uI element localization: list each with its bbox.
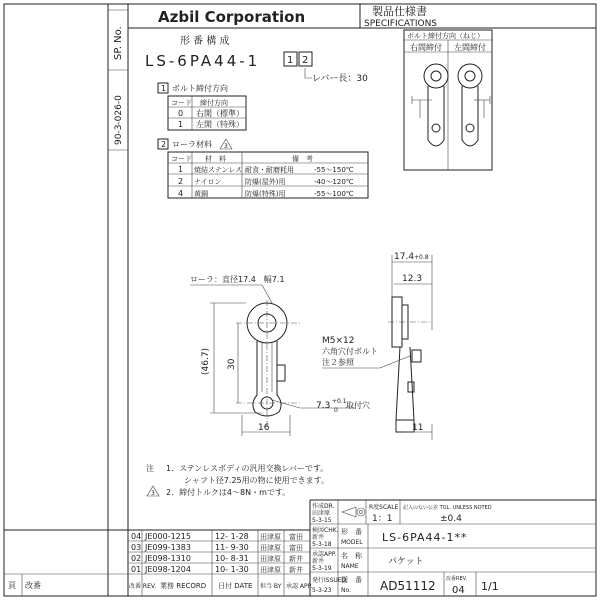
dim-hole: 7.3 — [316, 401, 331, 411]
lever-right-view — [412, 64, 448, 146]
rev-row3-app: 新井 — [289, 566, 303, 574]
rev-row0-record: JE000-1215 — [145, 532, 191, 541]
bolt-ref: 注２参照 — [322, 358, 354, 367]
note-1b: シャフト径7.25用の物に使用できます。 — [184, 476, 330, 485]
table1-header-code: コード — [171, 99, 192, 107]
dim-12-3: 12.3 — [402, 274, 423, 284]
rev-row0-rev: 04 — [131, 532, 142, 541]
table2-box: 2 — [161, 140, 167, 149]
rev-row1-date: 11- 9-30 — [215, 543, 249, 552]
app-label: 承認APP. — [312, 551, 337, 558]
rev-row3-record: JE098-1204 — [145, 565, 191, 574]
bolt-right-label: 右間締付 — [410, 43, 442, 52]
dr-sub: 田津原 — [312, 510, 331, 517]
table1-title: ボルト締付方向 — [172, 84, 228, 93]
table2-row0-material: 焼結ステンレス — [194, 166, 243, 174]
rev-row2-date: 10- 8-31 — [215, 554, 249, 563]
bolt-direction-title: ボルト締付方向（ねじ） — [407, 32, 484, 40]
side-stamp — [108, 10, 128, 150]
rev-row0-date: 12- 1-28 — [215, 532, 249, 541]
dim-17-4: 17.4 — [394, 252, 415, 262]
chk-label: 検図CHK. — [312, 527, 339, 534]
dim-16: 16 — [258, 423, 270, 433]
note-1a: 1．ステンレスボディの汎用交換レバーです。 — [166, 464, 329, 473]
revision-table — [4, 500, 312, 596]
table2-row2-temp: -55～100℃ — [314, 190, 354, 198]
bolt-direction-panel — [404, 30, 492, 170]
hole-tol-plus: +0.1 — [332, 398, 347, 405]
rev-field-value: 04 — [452, 585, 465, 596]
page-label: 頁 — [8, 581, 16, 590]
table2-row2-code: 4 — [178, 189, 184, 198]
name-field-en: NAME — [341, 563, 359, 570]
chk-sub: 新井 — [312, 534, 325, 541]
rev-row1-rev: 03 — [131, 543, 142, 552]
rev-row1-by: 田津原 — [260, 544, 281, 552]
dim-30: 30 — [227, 358, 237, 370]
rev-header-date: 日付 DATE — [218, 582, 253, 590]
dim-46-7: (46.7) — [201, 347, 211, 375]
bolt-spec: M5×12 — [322, 336, 355, 346]
table2-row1-material: ナイロン — [194, 178, 222, 186]
table2-warn: 3 — [224, 143, 228, 150]
issued-label: 発行ISSUED — [312, 577, 347, 584]
tol-value: ±0.4 — [440, 514, 462, 524]
table2-header-remark: 備 考 — [292, 155, 313, 163]
table2-row1-use: 防爆(屋外)用 — [245, 178, 286, 186]
notes — [146, 463, 329, 497]
dim-17-4-tol: +0.8 — [414, 254, 429, 261]
app-sub: 新井 — [312, 558, 325, 565]
title-en: SPECIFICATIONS — [364, 19, 438, 29]
note-warn-num: 3 — [151, 490, 155, 497]
side-view-drawing — [322, 252, 432, 440]
rev-row0-app: 富田 — [289, 533, 303, 541]
bolt-desc: 六角穴付ボルト — [322, 347, 378, 356]
model-prefix: LS-6PA44-1 — [145, 52, 261, 70]
notes-lead: 注 — [146, 464, 154, 473]
model-box-2: 2 — [302, 55, 309, 66]
rev-row2-record: JE098-1310 — [145, 554, 191, 563]
table1-row1-code: 1 — [178, 120, 184, 129]
bolt-left-label: 左間締付 — [454, 43, 486, 52]
scale-value: 1：1 — [372, 514, 393, 524]
rev-row1-app: 富田 — [289, 544, 303, 552]
table1-row0-code: 0 — [178, 109, 184, 118]
rev-header-by: 担当 BY — [260, 583, 282, 590]
hole-text: 取付穴 — [346, 401, 370, 410]
lever-left-view — [458, 64, 490, 146]
rev-header-rev: 改番 REV. — [129, 583, 157, 590]
title-jp: 製品仕様書 — [372, 5, 427, 18]
roller-label: ローラ：直径17.4 幅7.1 — [190, 275, 285, 284]
header — [128, 4, 596, 29]
rev-row2-app: 新井 — [289, 555, 303, 563]
doc-code: 90-3-026-0 — [114, 95, 124, 145]
table2-header-material: 材 料 — [205, 155, 226, 163]
table2-row1-code: 2 — [178, 177, 184, 186]
dwg-field-label: 図 番 — [341, 576, 362, 584]
drawing-number: AD51112 — [380, 579, 436, 593]
rev-field-label: 改番REV. — [446, 576, 467, 582]
table1-box: 1 — [161, 84, 167, 93]
rev-col-label: 改番 — [25, 581, 41, 590]
rev-row3-rev: 01 — [131, 565, 142, 574]
table2-row2-use: 防爆(特殊)用 — [245, 190, 286, 198]
table1-row0-dir: 右開（標準） — [196, 109, 244, 118]
table1-row1-dir: 左開（特殊） — [196, 120, 244, 129]
model-caption: 形 番 構 成 — [180, 36, 230, 47]
sheet-number: 1/1 — [481, 580, 499, 593]
table2-header-code: コード — [171, 155, 192, 163]
rev-row1-record: JE099-1383 — [145, 543, 191, 552]
name-field-label: 名 称 — [341, 552, 362, 560]
table2-row2-material: 黄銅 — [194, 190, 208, 198]
table2-row1-temp: -40～120℃ — [314, 178, 354, 186]
name-field-value: パケット — [388, 557, 424, 567]
note-2: 2．締付トルクは4～8N・mです。 — [166, 488, 291, 497]
company-name: Azbil Corporation — [158, 8, 306, 26]
outer-frame — [4, 4, 596, 596]
table2-row0-temp: -55～150℃ — [314, 166, 354, 174]
model-box-1: 1 — [287, 55, 294, 66]
sp-no-label: SP. No. — [113, 26, 124, 60]
dim-11: 11 — [412, 423, 424, 433]
title-block — [310, 500, 596, 596]
issued-date: 5-3-23 — [312, 587, 332, 594]
dr-label: 作成DR. — [312, 503, 335, 510]
projection-symbol-icon — [342, 507, 365, 517]
scale-label: R度SCALE — [369, 504, 399, 511]
app-date: 5-3-19 — [312, 565, 332, 572]
lever-note: レバー長：30 — [312, 74, 368, 84]
dwg-field-en: No. — [341, 587, 351, 594]
model-config — [145, 34, 368, 84]
rev-row0-by: 田津原 — [260, 533, 281, 541]
rev-row2-rev: 02 — [131, 554, 142, 563]
model-field-en: MODEL — [341, 539, 363, 546]
tol-label: 記入のない公差 TOL. UNLESS NOTED — [403, 505, 492, 511]
table2-row0-code: 1 — [178, 165, 184, 174]
rev-row3-date: 10- 1-30 — [215, 565, 249, 574]
model-field-value: LS-6PA44-1** — [382, 531, 468, 544]
rev-header-record: 業務 RECORD — [160, 582, 207, 590]
table1-header-dir: 締付方向 — [200, 99, 228, 107]
table2-row0-use: 耐食・耐磨耗用 — [245, 166, 294, 174]
chk-date: 5-3-18 — [312, 541, 332, 548]
table-roller-material — [158, 139, 368, 198]
rev-row2-by: 田津原 — [260, 555, 281, 563]
rev-header-app: 承認 APP. — [286, 583, 313, 590]
hole-tol-zero: 0 — [334, 407, 338, 414]
table-bolt-direction — [158, 83, 246, 130]
model-field-label: 形 番 — [341, 528, 362, 536]
rev-row3-by: 田津原 — [260, 566, 281, 574]
dr-date: 5-3-15 — [312, 517, 332, 524]
table2-title: ローラ材料 — [172, 140, 212, 149]
